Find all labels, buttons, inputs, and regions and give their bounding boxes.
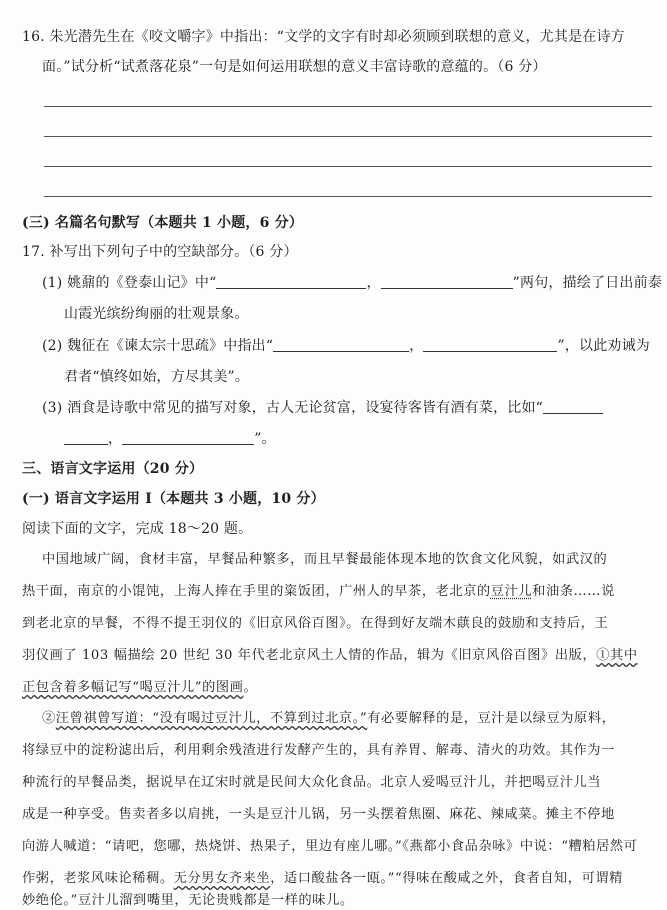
answer-line-4[interactable] <box>44 196 652 197</box>
passage-p1-l5-end: 。 <box>243 680 258 695</box>
q17-item3-sep: ， <box>108 431 123 447</box>
q17-item3-prefix: (3) 酒食是诗歌中常见的描写对象，古人无论贫富，设宴待客皆有酒有菜，比如“ <box>42 400 544 416</box>
section-heading-language: 三、语言文字运用（20 分） <box>22 461 204 477</box>
answer-line-3[interactable] <box>44 166 652 167</box>
passage-p2-line-1 <box>42 710 615 728</box>
passage-p1-line-2 <box>22 583 615 601</box>
passage-p2-line-3: 种流行的早餐品类，据说早在辽宋时就是民间大众化食品。北京人爱喝豆汁儿，并把喝豆汁儿当 <box>22 775 602 790</box>
q17-item3-blank-2[interactable] <box>122 430 254 445</box>
passage-p1-line-5 <box>22 679 257 697</box>
q17-item3-end: ”。 <box>254 431 276 447</box>
passage-p1-l2-a: 热干面，南京的小馄饨，上海人捧在手里的粢饭团，广州人的早茶，老北京的 <box>22 584 491 599</box>
q17-item2-prefix: (2) 魏征在《谏太宗十思疏》中指出“ <box>42 338 274 354</box>
passage-p2-line-6 <box>22 870 623 888</box>
passage-p2-l6-wavy: 无分男女齐来坐 <box>173 871 271 886</box>
q17-item-1 <box>42 274 662 292</box>
passage-p2-l6-b: ，适口酸盐各一瓯。”“得味在酸咸之外，食者自知，可谓精 <box>270 871 623 886</box>
q17-item1-blank-1[interactable] <box>216 274 366 289</box>
answer-line-2[interactable] <box>44 136 652 137</box>
q17-item2-suffix: ”，以此劝诫为 <box>557 338 651 354</box>
passage-p1-l4-wavy: ①其中 <box>596 648 638 663</box>
answer-line-1[interactable] <box>44 106 652 107</box>
passage-p2-line-4: 成是一种享受。售卖者多以肩挑，一头是豆汁儿锅，另一头摆着焦圈、麻花、辣咸菜。摊主不停地 <box>22 807 615 822</box>
passage-p2-l1-wavy: 汪曾祺曾写道：“没有喝过豆汁儿，不算到过北京。” <box>55 711 368 726</box>
q17-item3-blank-1a[interactable] <box>543 399 603 414</box>
q16-line-2: 面。”试分析“试煮落花泉”一句是如何运用联想的意义丰富诗歌的意蕴的。（6 分） <box>42 59 547 75</box>
passage-p2-line-7: 妙绝伦。”豆汁儿溜到嘴里，无论贵贱都是一样的味儿。 <box>22 893 354 908</box>
q16-line-1: 16. 朱光潜先生在《咬文嚼字》中指出：“文学的文字有时却必须顾到联想的意义，尤其是在诗方 <box>22 29 625 45</box>
q17-item2-sep: ， <box>409 338 424 354</box>
passage-p1-l2-b: 和油条……说 <box>532 584 615 599</box>
section-subheading-language-1: (一) 语言文字运用 Ⅰ（本题共 3 小题，10 分） <box>22 491 325 507</box>
passage-p2-line-2: 将绿豆中的淀粉滤出后，利用剩余残渣进行发酵产生的，具有养胃、解毒、清火的功效。其作为一 <box>22 743 615 758</box>
passage-p1-line-4 <box>22 647 638 665</box>
q17-item2-blank-2[interactable] <box>423 337 557 352</box>
passage-p2-l1-b: 有必要解释的是，豆汁是以绿豆为原料， <box>367 711 616 726</box>
passage-p1-l5-wavy: 正包含着多幅记写“喝豆汁儿”的图画 <box>22 680 244 695</box>
q17-item1-prefix: (1) 姚鼐的《登泰山记》中“ <box>42 275 217 291</box>
q17-item2-blank-1[interactable] <box>273 337 409 352</box>
section-heading-famous-lines: (三) 名篇名句默写（本题共 1 小题，6 分） <box>22 215 304 231</box>
q17-item-1-cont: 山霞光缤纷绚丽的壮观景象。 <box>64 306 249 322</box>
passage-p1-line-1: 中国地域广阔，食材丰富，早餐品种繁多，而且早餐最能体现本地的饮食文化风貌，如武汉的 <box>42 552 608 567</box>
q17-item-2-cont: 君者“慎终如始，方尽其美”。 <box>64 369 250 385</box>
passage-p1-line-3: 到老北京的早餐，不得不提王羽仪的《旧京风俗百图》。在得到好友端木蕻良的鼓励和支持后，王 <box>22 616 609 631</box>
q17-item-3 <box>42 399 603 417</box>
q17-item3-blank-1b[interactable] <box>64 430 108 445</box>
q17-stem: 17. 补写出下列句子中的空缺部分。（6 分） <box>22 244 298 260</box>
reading-instruction: 阅读下面的文字，完成 18～20 题。 <box>22 521 253 537</box>
q17-item-2 <box>42 337 650 355</box>
passage-p2-l6-a: 作粥，老浆风味论稀稠。 <box>22 871 174 886</box>
q17-item-3-cont <box>64 430 276 448</box>
passage-p2-line-5: 向游人喊道：“请吧，您哪，热烧饼、热果子，里边有座儿哪。”《燕都小食品杂咏》中说：“糟粕居然可 <box>22 839 638 854</box>
q17-item1-suffix: ”两句，描绘了日出前泰 <box>512 275 663 291</box>
q17-item1-sep: ， <box>366 275 381 291</box>
passage-p2-l1-number: ② <box>42 711 56 726</box>
q17-item1-blank-2[interactable] <box>381 274 513 289</box>
passage-p1-l4-a: 羽仪画了 103 幅描绘 20 世纪 30 年代老北京风土人情的作品，辑为《旧京风俗百图》出版， <box>22 648 597 663</box>
passage-p1-l2-dotted: 豆汁儿 <box>490 584 533 599</box>
